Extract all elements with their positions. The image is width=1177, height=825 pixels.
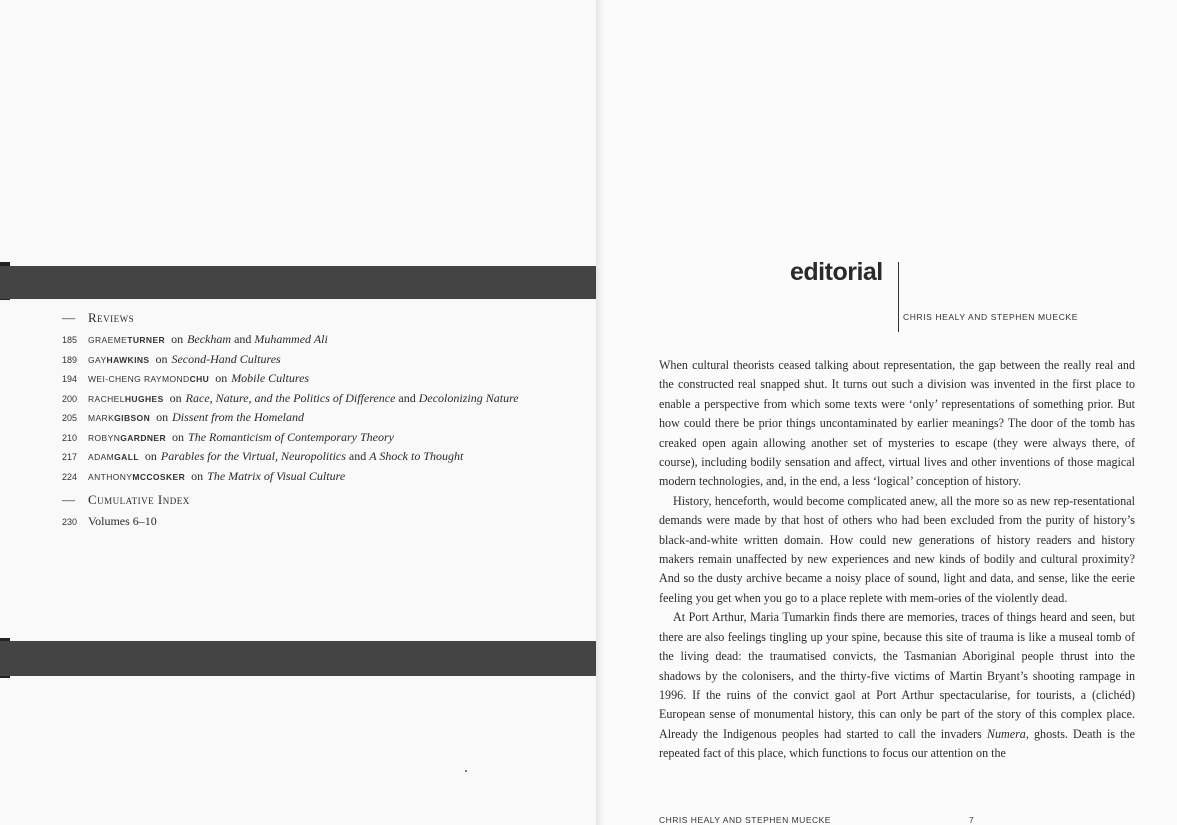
on-word: on: [171, 332, 184, 346]
page-number: 217: [62, 452, 78, 462]
work-title: Race, Nature, and the Politics of Difference: [185, 390, 396, 405]
author-last-name: GIBSON: [114, 413, 151, 423]
author-last-name: HUGHES: [124, 393, 164, 404]
author-last-name: CHU: [189, 374, 210, 384]
toc-entry[interactable]: [62, 332, 582, 352]
paragraph: At Port Arthur, Maria Tumarkin finds there are memories, traces of things heard and seen, but there are also feelings tingling up your spine, because this site of trauma is like a museal tomb of the living dead: the traumatised convicts, the Tasmanian Aboriginal people thrust into the shadows by the colonisers, and the thirty-five victims of Martin Bryant’s shooting rampage in 1996. If the ruins of the convict gaol at Port Arthur spectacularise, for tourists, a (clichéd) European sense of monumental history, this can only be part of the story of this complex place. Already the Indigenous peoples had started to call the invaders Numera, ghosts. Death is the repeated fact of this place, which functions to focus our attention on the: [659, 610, 1136, 761]
toc-band-top: [0, 266, 596, 299]
on-word: on: [191, 468, 204, 483]
page-number: 200: [62, 393, 78, 404]
author-first-name: ANTHONY: [88, 471, 133, 482]
toc-entry[interactable]: [62, 469, 582, 489]
page-number: 230: [62, 517, 78, 527]
conjunction: and: [395, 390, 419, 405]
work-title: Beckham: [187, 332, 232, 346]
on-word: on: [215, 371, 228, 385]
page-number: 224: [62, 471, 78, 482]
on-word: on: [155, 351, 168, 366]
author-first-name: RACHEL: [88, 393, 125, 404]
table-of-contents: [62, 306, 582, 534]
page-number: 210: [62, 432, 78, 443]
toc-entry[interactable]: [62, 371, 582, 391]
editorial-body: [659, 356, 1135, 764]
toc-entry[interactable]: [62, 449, 582, 469]
toc-entry[interactable]: [62, 514, 582, 534]
author-first-name: WEI-CHENG RAYMOND: [88, 374, 190, 384]
italic-term: Numera: [986, 726, 1026, 741]
reviews-list: [62, 332, 582, 488]
running-footer-author: CHRIS HEALY AND STEPHEN MUECKE: [659, 815, 831, 825]
work-title-second: Decolonizing Nature: [418, 390, 519, 405]
toc-entry[interactable]: [62, 352, 582, 372]
conjunction: and: [345, 449, 370, 463]
author-first-name: ROBYN: [88, 432, 121, 443]
toc-entry[interactable]: [62, 410, 582, 430]
author-last-name: GALL: [114, 452, 139, 462]
author-last-name: MCCOSKER: [132, 471, 186, 482]
conjunction: and: [231, 332, 255, 346]
on-word: on: [144, 449, 157, 463]
on-word: on: [156, 410, 169, 424]
editorial-byline: CHRIS HEALY AND STEPHEN MUECKE: [903, 312, 1078, 322]
work-title-second: Muhammed Ali: [254, 332, 328, 346]
on-word: on: [172, 429, 185, 444]
paper-speck: [465, 770, 467, 772]
work-title: Dissent from the Homeland: [172, 410, 304, 424]
page-number: 185: [62, 335, 78, 345]
toc-entry[interactable]: [62, 430, 582, 450]
page-number: 194: [62, 374, 78, 384]
author-first-name: GAY: [88, 354, 107, 365]
book-gutter: [596, 0, 606, 825]
work-title: Mobile Cultures: [231, 371, 310, 385]
editorial-heading: editorial: [790, 258, 883, 286]
page-number: 205: [62, 413, 78, 423]
work-title: The Matrix of Visual Culture: [207, 468, 346, 483]
toc-section-heading: [62, 310, 582, 326]
paragraph: When cultural theorists ceased talking about representation, the gap between the really real and the constructed real snapped shut. It turns out such a division was invented in the first place to enable a perspective from which some texts were ‘only’ representations of something prior. But how could there be prior things uncontaminated by earlier meanings? The door of the tomb has creaked open again allowing another set of mysteries to escape (they were always there, of course), including bodily sensation and affect, virtual lives and other inventions of those magical modern technologies, and, in the end, a less ‘logical’ conception of history.: [659, 358, 1135, 489]
page-number-footer: 7: [969, 815, 974, 825]
entry-title: Volumes 6–10: [88, 514, 157, 528]
paragraph: History, henceforth, would become complicated anew, all the more so as new rep-resentational demands were made by that host of others who had been excluded from the purity of history’s black-and-white written domain. How could new generations of history readers and history makers remain unaffected by new experiences and new kinds of bodily and cultural proximity? And so the dusty archive became a noisy place of sound, light and data, and sense, like the eerie feeling you get when you go to a place replete with mem-ories of the violently dead.: [659, 493, 1135, 605]
author-first-name: MARK: [88, 413, 115, 423]
author-last-name: GARDNER: [120, 432, 167, 443]
author-last-name: TURNER: [127, 335, 166, 345]
section-dash: —: [62, 492, 76, 507]
toc-band-bottom: [0, 641, 596, 676]
author-last-name: HAWKINS: [106, 354, 150, 365]
author-first-name: GRAEME: [88, 335, 128, 345]
page-number: 189: [62, 354, 78, 365]
heading-rule: [898, 262, 899, 332]
author-first-name: ADAM: [88, 452, 115, 462]
work-title: Second-Hand Cultures: [171, 351, 281, 366]
work-title: Parables for the Virtual, Neuropolitics: [160, 449, 346, 463]
work-title-second: A Shock to Thought: [369, 449, 464, 463]
section-title: Reviews: [88, 310, 135, 325]
section-dash: —: [62, 310, 76, 325]
toc-section-heading: [62, 492, 582, 508]
on-word: on: [169, 390, 182, 405]
toc-entry[interactable]: [62, 391, 582, 411]
work-title: The Romanticism of Contemporary Theory: [188, 429, 395, 444]
section-title: Cumulative Index: [88, 492, 190, 507]
